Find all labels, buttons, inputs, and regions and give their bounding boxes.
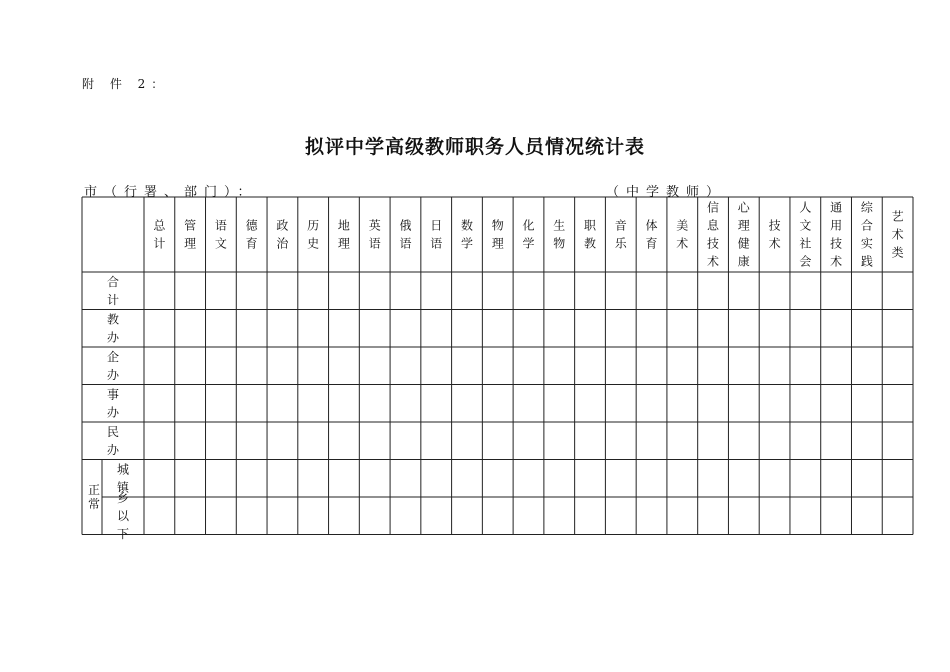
- subject-header: 音: [614, 218, 627, 233]
- subject-header: 总: [153, 218, 166, 233]
- subject-header: 俄: [399, 218, 412, 233]
- row-label: 办: [106, 442, 120, 457]
- subject-header: 理: [337, 236, 350, 251]
- subject-header: 地: [337, 218, 350, 233]
- subject-header: 用: [830, 218, 843, 233]
- subject-header: 语: [368, 236, 381, 251]
- subject-header: 术: [830, 254, 843, 269]
- subrow-label: 镇: [116, 480, 130, 495]
- subject-header: 英: [368, 218, 381, 233]
- teacher-category: （中学教师）: [606, 185, 727, 200]
- subrow-label: 城: [116, 462, 130, 477]
- subrow-label: 以: [116, 508, 130, 523]
- subject-header: 生: [553, 218, 566, 233]
- subject-header: 会: [799, 254, 812, 269]
- subject-header: 术: [676, 236, 689, 251]
- subject-header: 践: [860, 254, 873, 269]
- subject-header: 数: [460, 218, 473, 233]
- subject-header: 艺: [891, 209, 904, 224]
- subject-header: 物: [491, 218, 504, 233]
- row-label: 民: [106, 424, 120, 439]
- row-label: 计: [106, 292, 120, 307]
- subject-header: 计: [153, 236, 166, 251]
- subject-header: 语: [399, 236, 412, 251]
- subject-header: 综: [860, 200, 873, 215]
- subject-header: 术: [768, 236, 781, 251]
- subject-header: 化: [522, 218, 535, 233]
- page-title: 拟评中学高级教师职务人员情况统计表: [304, 136, 645, 158]
- subject-header: 术: [891, 227, 904, 242]
- subject-header: 职: [584, 218, 597, 233]
- subject-header: 信: [707, 200, 720, 215]
- subject-header: 技: [768, 218, 781, 233]
- row-label: 教: [106, 312, 120, 327]
- subject-header: 语: [430, 236, 443, 251]
- row-label: 企: [106, 349, 120, 364]
- subject-header: 史: [307, 236, 320, 251]
- subject-header: 实: [860, 236, 873, 251]
- subject-header: 美: [676, 218, 689, 233]
- subject-header: 康: [737, 254, 750, 269]
- subject-header: 管: [184, 218, 197, 233]
- subject-header: 术: [707, 254, 720, 269]
- subject-header: 技: [830, 236, 843, 251]
- subject-header: 文: [214, 236, 227, 251]
- subject-header: 息: [707, 218, 720, 233]
- subject-header: 健: [737, 236, 750, 251]
- subject-header: 学: [460, 236, 473, 251]
- subject-header: 教: [584, 236, 597, 251]
- subject-header: 历: [307, 218, 320, 233]
- row-label: 办: [106, 330, 120, 345]
- city-label: 市（行署、部门）：: [84, 185, 258, 200]
- subject-header: 类: [891, 245, 904, 260]
- subject-header: 社: [799, 236, 812, 251]
- subject-header: 语: [214, 218, 227, 233]
- row-label: 办: [106, 367, 120, 382]
- subject-header: 育: [645, 236, 658, 251]
- row-label: 办: [106, 405, 120, 420]
- row-label: 事: [106, 387, 120, 402]
- subject-header: 德: [245, 218, 258, 233]
- subject-header: 政: [276, 218, 289, 233]
- subject-header: 物: [553, 236, 566, 251]
- subrow-label: 乡: [116, 490, 130, 505]
- subject-header: 心: [737, 200, 750, 215]
- subject-header: 人: [799, 200, 812, 215]
- attachment-label: 附 件 2：: [82, 77, 170, 91]
- subject-header: 体: [645, 218, 658, 233]
- subrow-label: 下: [116, 526, 130, 541]
- group-label: 正: [87, 483, 101, 497]
- row-label: 合: [106, 274, 120, 289]
- subject-header: 通: [830, 200, 843, 215]
- subject-header: 治: [276, 236, 289, 251]
- subject-header: 理: [737, 218, 750, 233]
- subject-header: 日: [430, 218, 443, 233]
- subject-header: 理: [184, 236, 197, 251]
- subject-header: 合: [860, 218, 873, 233]
- group-label: 常: [87, 497, 101, 511]
- subject-header: 乐: [614, 236, 627, 251]
- subject-header: 理: [491, 236, 504, 251]
- subject-header: 育: [245, 236, 258, 251]
- subject-header: 学: [522, 236, 535, 251]
- subject-header: 技: [707, 236, 720, 251]
- subject-header: 文: [799, 218, 812, 233]
